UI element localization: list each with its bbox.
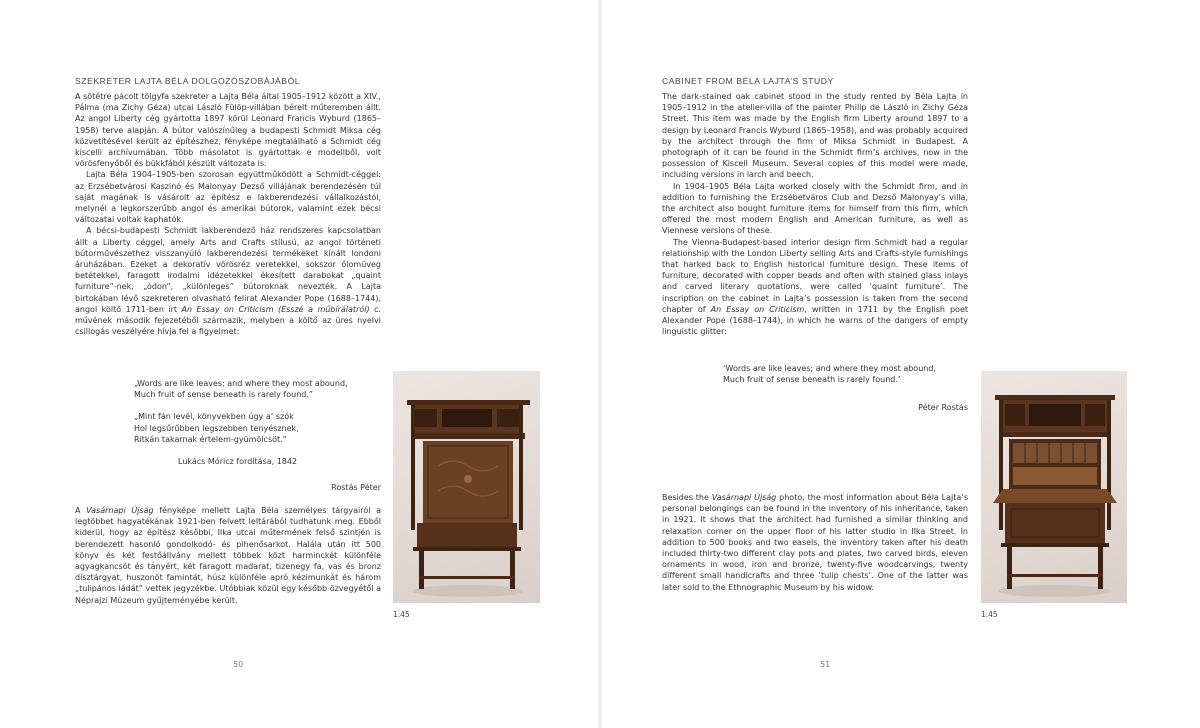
right-p4-text: photo, the most information about Béla Lajta’s personal belongings can be found in the inventory of his inheritance, taken in 1921. It shows that the architect had furnished a similar thinking and relaxation corner on the upper floor of his latter studio in Ilka Street. In addition to 500 books and two easels, the inventory taken after his death included thirty-two different clay pots and plates, two carved birds, eleven ornaments in wood, iron and bronze, twenty-five woodcarvings, twenty different small handicrafts and three ‘tulip chests’. One of the latter was later sold to the Ethnographic Museum by his widow. — [662, 493, 969, 592]
right-p4-lead: Besides the — [662, 493, 712, 502]
left-p4-text: fényképe mellett Lajta Béla személyes tárgyairól a legtöbbet hagyatékának 1921-ben felvett leltárából tudhatunk meg. Ebből kiderül, hogy az építész későbbi, Ilka utcai műtermének felső szintjén is berendezett hasonló gondolkodó- és pihenősarkot. Halála után itt 500 könyv és két festőállvány mellett többek közt harminckét különféle agyagkancsót és tányért, két faragott madarat, tizenegy fa, vas és bronz dísztárgyat, huszonöt famintát, húsz különféle apró kézimunkát és három „tulipános ládát” vettek jegyzékbe. Utóbbiak közül egy később özvegyétől a Néprajzi Múzeum gyűjteményébe került. — [75, 506, 382, 605]
left-photo-caption: 1.45 — [393, 610, 410, 619]
cabinet-top-rail — [995, 395, 1115, 400]
left-quote-translator: Lukács Móricz fordítása, 1842 — [178, 457, 298, 466]
gallery-cubby — [497, 409, 519, 427]
gallery-cubby — [442, 409, 492, 427]
right-paragraph-1: The dark-stained oak cabinet stood in the study rented by Béla Lajta in 1905–1912 in the atelier-villa of the painter Philip de László in Zichy Géza Street. This item was made by the English firm Liberty around 1897 to a design by Leonard Francis Wyburd (1865–1958), and was probably acquired by the architect through the firm of Miksa Schmidt in Budapest. A photograph of it can be found in the Schmidt firm’s archives, now in the possession of Kiscell Museum. Several copies of this model were made, including versions in larch and beech. — [662, 92, 968, 180]
left-paragraph-3 — [75, 225, 381, 337]
left-p4-title: Vasárnapi Újság — [86, 506, 154, 515]
right-p4-title: Vasárnapi Újság — [711, 493, 777, 502]
cabinet-leg — [1098, 547, 1103, 589]
left-quote-hungarian: „Mint fán levél, könyvekben úgy a’ szók Hol legsűrűbben legszebben tenyésznek, Ritkán takarnak értelem-gyümölcsöt.” — [134, 412, 299, 444]
cabinet-leg — [1007, 547, 1012, 589]
cabinet-shelf — [411, 433, 525, 439]
writing-surface — [993, 489, 1117, 503]
left-page-body-top — [75, 91, 381, 337]
left-cabinet-photo — [393, 371, 540, 603]
right-page-body-top — [662, 91, 968, 337]
right-p3-text: The Vienna-Budapest-based interior design firm Schmidt had a regular relationship with the London Liberty selling Arts and Crafts-style furnishings that harked back to English historical furniture design. These items of furniture, decorated with copper beads and often with stained glass inlays and carved literary quotations, were called ‘quaint furniture’. The inscription on the cabinet in Lajta’s possession is taken from the second chapter of — [662, 237, 968, 314]
right-quote — [723, 363, 963, 385]
cabinet-base-rail — [413, 547, 521, 551]
gallery-cubby — [1085, 404, 1105, 426]
right-attribution: Péter Rostás — [918, 403, 968, 412]
left-quote-english: „Words are like leaves; and where they most abound, Much fruit of sense beneath is rarely found.” — [134, 379, 348, 400]
right-quote-english: ‘Words are like leaves; and where they most abound, Much fruit of sense beneath is rarely found.’ — [723, 364, 936, 385]
cabinet-shelf — [999, 432, 1111, 437]
gallery-cubby — [1005, 404, 1025, 426]
floor-shadow — [998, 585, 1110, 597]
right-page-body-bottom — [662, 492, 968, 593]
left-p4-lead: A — [75, 506, 87, 515]
left-p3-text: A bécsi-budapesti Schmidt lakberendező ház rendszeres kapcsolatban állt a Liberty céggel, amely Arts and Crafts stílusú, az angol történeti bútorművészethez visszanyúló lakberendezési termékeket kínált londoni áruházában. Ezeket a dekoratív vörösréz veretekkel, sokszor ólomüveg betétekkel, faragott irodalmi idézetekkel ékesített darabokat „quaint furniture”-nek, „ódon”, „különleges” bútoroknak nevezték. A Lajta birtokában lévő szekreteren olvasható felirat Alexander Pope (1688–1744), angol költő 1711-ben írt — [75, 226, 381, 314]
right-paragraph-4 — [662, 492, 968, 593]
cabinet-lower — [417, 523, 517, 547]
right-paragraph-3 — [662, 237, 968, 338]
left-p3-tail: c. művének második fejezetéből származik, melyben a költő az üres nyelvi csillogás veszélyére hívja fel a figyelmet: — [75, 304, 382, 337]
cabinet-top-rail — [407, 400, 530, 405]
interior-drawers — [1013, 467, 1097, 485]
cabinet-leg — [510, 551, 515, 589]
left-page-body-bottom — [75, 505, 381, 606]
right-p3-tail: , written in 1711 by the English poet Alexander Pope (1688–1744), in which he warns of the dangers of empty linguistic glitter: — [662, 304, 969, 337]
right-page-number: 51 — [820, 660, 831, 669]
cabinet-post — [1107, 400, 1111, 530]
cabinet-leg — [419, 551, 424, 589]
cabinet-stretcher — [419, 576, 515, 579]
right-paragraph-2: In 1904–1905 Béla Lajta worked closely with the Schmidt firm, and in addition to furnishing the Erzsébetváros Club and Dezső Malonyay’s villa, the architect also bought furniture items for himself from this firm, which offered the most modern English and American furniture, as well as Viennese versions of these. — [662, 181, 968, 236]
right-cabinet-drawing — [981, 371, 1127, 603]
cabinet-base-rail — [1001, 543, 1109, 547]
left-page-heading: SZEKRETER LAJTA BÉLA DOLGOZÓSZOBÁJÁBÓL — [75, 76, 301, 86]
right-photo-caption: 1.45 — [981, 610, 998, 619]
page-gutter — [598, 0, 602, 728]
gallery-cubby — [415, 409, 437, 427]
right-p3-title: An Essay on Criticism — [710, 304, 805, 314]
left-paragraph-4 — [75, 505, 381, 606]
gallery-cubby — [1029, 404, 1081, 426]
cabinet-post — [411, 405, 415, 530]
right-cabinet-photo — [981, 371, 1127, 603]
left-quote — [134, 378, 374, 445]
brass-fitting — [464, 475, 472, 483]
left-paragraph-2: Lajta Béla 1904–1905-ben szorosan együttműködött a Schmidt-céggel: az Erzsébetvárosi Kaszinó és Malonyay Dezső villájának berendezésén túl saját magának is vásárolt az építész e lakberendezési vállalkozástól, melynél a legkorszerűbb angol és amerikai bútorok, valamint ezek bécsi változatai voltak kaphatók. — [75, 170, 381, 225]
left-cabinet-drawing — [393, 371, 540, 603]
left-p3-title: An Essay on Criticism (Esszé a műbírálatról) — [181, 304, 370, 314]
left-page-number: 50 — [233, 660, 244, 669]
cabinet-post — [519, 405, 523, 530]
cabinet-stretcher — [1007, 574, 1103, 577]
left-paragraph-1: A sötétre pácolt tölgyfa szekreter a Lajta Béla által 1905–1912 között a XIV., Pálma (ma Zichy Géza) utcai László Fülöp-villában bérelt műteremben állt. Az angol Liberty cég gyártotta 1897 körül Leonard Francis Wyburd (1865–1958) terve alapján. A bútor valószínűleg a budapesti Schmidt Miksa cég közvetítésével került az építészhez, fényképe megtalálható a Schmidt cég kiscelli archívumában. Több másolatot is gyártottak e modellből, volt vörösfenyőből és bükkfából készült változata is. — [75, 92, 381, 169]
cabinet-post — [999, 400, 1003, 530]
right-page-heading: CABINET FROM BÉLA LAJTA’S STUDY — [662, 76, 834, 86]
left-attribution: Rostás Péter — [331, 483, 381, 492]
floor-shadow — [412, 585, 524, 597]
